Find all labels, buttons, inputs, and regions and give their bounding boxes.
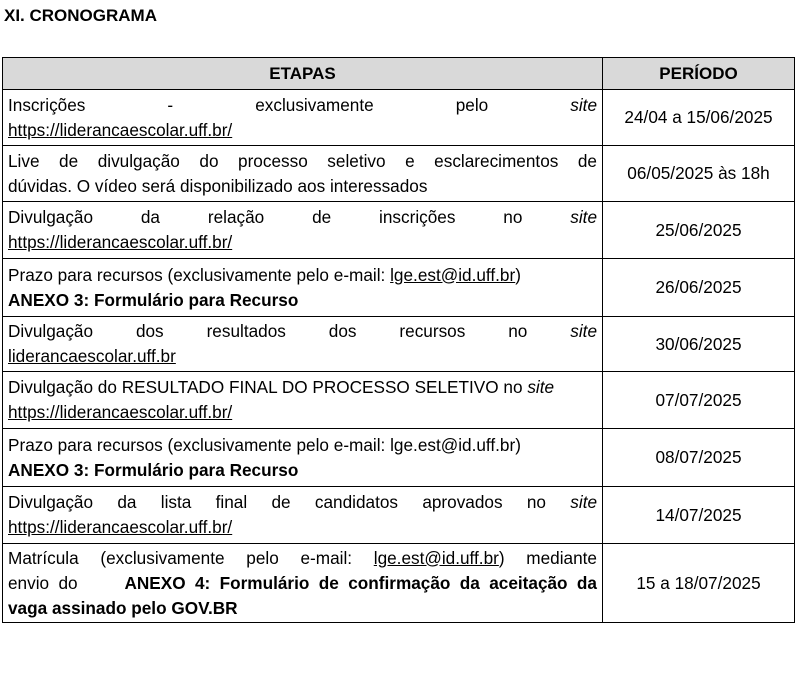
etapa-cell [3, 259, 603, 317]
periodo-cell: 26/06/2025 [603, 259, 795, 317]
etapa-cell [3, 146, 603, 202]
anexo-label: ANEXO 4: Formulário de confirmação da aceitação da [124, 572, 597, 593]
periodo-cell: 14/07/2025 [603, 487, 795, 544]
table-row [3, 317, 795, 372]
etapa-line: envio do ANEXO 4: Formulário de confirmação da aceitação da [8, 572, 597, 593]
site-link[interactable]: https://liderancaescolar.uff.br/ [8, 402, 233, 422]
etapa-line: Matrícula (exclusivamente pelo e-mail: lge.est@id.uff.br) mediante [8, 547, 597, 568]
table-row [3, 487, 795, 544]
anexo-label: ANEXO 3: Formulário para Recurso [8, 459, 299, 480]
email-link[interactable]: lge.est@id.uff.br [373, 547, 499, 568]
etapa-cell [3, 429, 603, 487]
etapa-cell [3, 317, 603, 372]
site-link[interactable]: https://liderancaescolar.uff.br/ [8, 517, 233, 537]
table-row [3, 259, 795, 317]
etapa-cell [3, 90, 603, 146]
site-link[interactable]: https://liderancaescolar.uff.br/ [8, 232, 233, 252]
etapa-line: Prazo para recursos (exclusivamente pelo e-mail: lge.est@id.uff.br) [8, 264, 521, 285]
etapa-line: Divulgação do RESULTADO FINAL DO PROCESSO SELETIVO no site [8, 377, 555, 397]
site-link[interactable]: https://liderancaescolar.uff.br/ [8, 119, 233, 140]
table-row [3, 146, 795, 202]
periodo-cell: 24/04 a 15/06/2025 [603, 90, 795, 146]
schedule-table [2, 57, 795, 623]
table-row [3, 202, 795, 259]
etapa-cell [3, 202, 603, 259]
header-etapas: ETAPAS [3, 58, 603, 90]
etapa-cell [3, 544, 603, 623]
periodo-cell: 08/07/2025 [603, 429, 795, 487]
table-row [3, 372, 795, 429]
periodo-cell: 06/05/2025 às 18h [603, 146, 795, 202]
etapa-line: Divulgação dos resultados dos recursos no site [8, 321, 597, 341]
etapa-line: Divulgação da relação de inscrições no site [8, 207, 598, 227]
etapa-line: Divulgação da lista final de candidatos aprovados no site [8, 492, 598, 512]
periodo-cell: 07/07/2025 [603, 372, 795, 429]
etapa-cell [3, 487, 603, 544]
etapa-cell [3, 372, 603, 429]
table-header-row [3, 58, 795, 90]
etapa-line: Prazo para recursos (exclusivamente pelo e-mail: lge.est@id.uff.br) [8, 434, 521, 455]
etapa-line: Inscrições - exclusivamente pelo site [8, 94, 598, 115]
periodo-cell: 25/06/2025 [603, 202, 795, 259]
table-row [3, 429, 795, 487]
header-periodo: PERÍODO [603, 58, 795, 90]
anexo-label: vaga assinado pelo GOV.BR [8, 597, 238, 618]
section-title: XI. CRONOGRAMA [4, 6, 157, 25]
table-row [3, 90, 795, 146]
email-link[interactable]: lge.est@id.uff.br [390, 264, 516, 285]
periodo-cell: 30/06/2025 [603, 317, 795, 372]
etapa-line: Live de divulgação do processo seletivo e esclarecimentos de [8, 150, 597, 171]
anexo-label: ANEXO 3: Formulário para Recurso [8, 289, 299, 310]
site-link[interactable]: liderancaescolar.uff.br [8, 346, 176, 366]
periodo-cell: 15 a 18/07/2025 [603, 544, 795, 623]
table-row [3, 544, 795, 623]
etapa-line: dúvidas. O vídeo será disponibilizado aos interessados [8, 175, 428, 196]
